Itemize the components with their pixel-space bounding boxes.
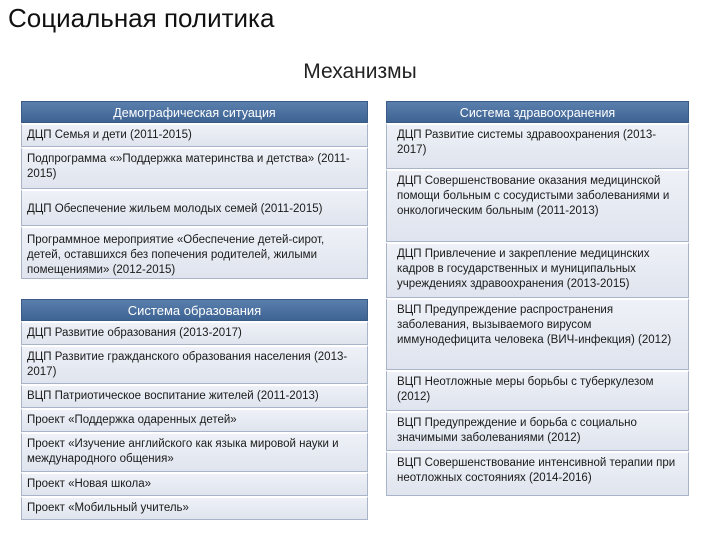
page-title: Социальная политика <box>8 3 275 33</box>
healthcare-item: ВЦП Неотложные меры борьбы с туберкулезом (2012) <box>386 370 689 411</box>
healthcare-item: ВЦП Предупреждение и борьба с социально значимыми заболеваниями (2012) <box>386 411 689 451</box>
healthcare-item: ДЦП Привлечение и закрепление медицинских кадров в государственных и муниципальных учреждениях здравоохранения (2013-2015) <box>386 242 689 298</box>
education-item: Проект «Мобильный учитель» <box>21 496 368 520</box>
page-subtitle: Механизмы <box>303 60 417 83</box>
healthcare-item: ДЦП Совершенствование оказания медицинской помощи больным с сосудистыми заболеваниями и онкологическим больным (2011-2013) <box>386 169 689 242</box>
demography-item: ДЦП Семья и дети (2011-2015) <box>21 123 368 147</box>
education-item: ДЦП Развитие гражданского образования населения (2013-2017) <box>21 345 368 384</box>
demography-panel <box>21 101 368 279</box>
demography-item: Программное мероприятие «Обеспечение детей-сирот, детей, оставшихся без попечения родителей, жилыми помещениями» (2012-2015) <box>21 226 368 279</box>
education-item: Проект «Изучение английского как языка мировой науки и международного общения» <box>21 432 368 472</box>
healthcare-item: ВЦП Совершенствование интенсивной терапии при неотложных состояниях (2014-2016) <box>386 451 689 496</box>
education-item: Проект «Новая школа» <box>21 472 368 496</box>
education-panel <box>21 299 368 520</box>
education-item: ВЦП Патриотическое воспитание жителей (2011-2013) <box>21 384 368 408</box>
healthcare-panel <box>386 101 689 496</box>
education-header: Система образования <box>21 299 368 321</box>
education-item: ДЦП Развитие образования (2013-2017) <box>21 321 368 345</box>
healthcare-header: Система здравоохранения <box>386 101 689 123</box>
healthcare-item: ДЦП Развитие системы здравоохранения (2013-2017) <box>386 123 689 169</box>
demography-item: Подпрограмма «»Поддержка материнства и детства» (2011-2015) <box>21 147 368 189</box>
healthcare-item: ВЦП Предупреждение распространения заболевания, вызываемого вирусом иммунодефицита человека (ВИЧ-инфекция) (2012) <box>386 298 689 370</box>
demography-header: Демографическая ситуация <box>21 101 368 123</box>
demography-item: ДЦП Обеспечение жильем молодых семей (2011-2015) <box>21 189 368 226</box>
education-item: Проект «Поддержка одаренных детей» <box>21 408 368 432</box>
